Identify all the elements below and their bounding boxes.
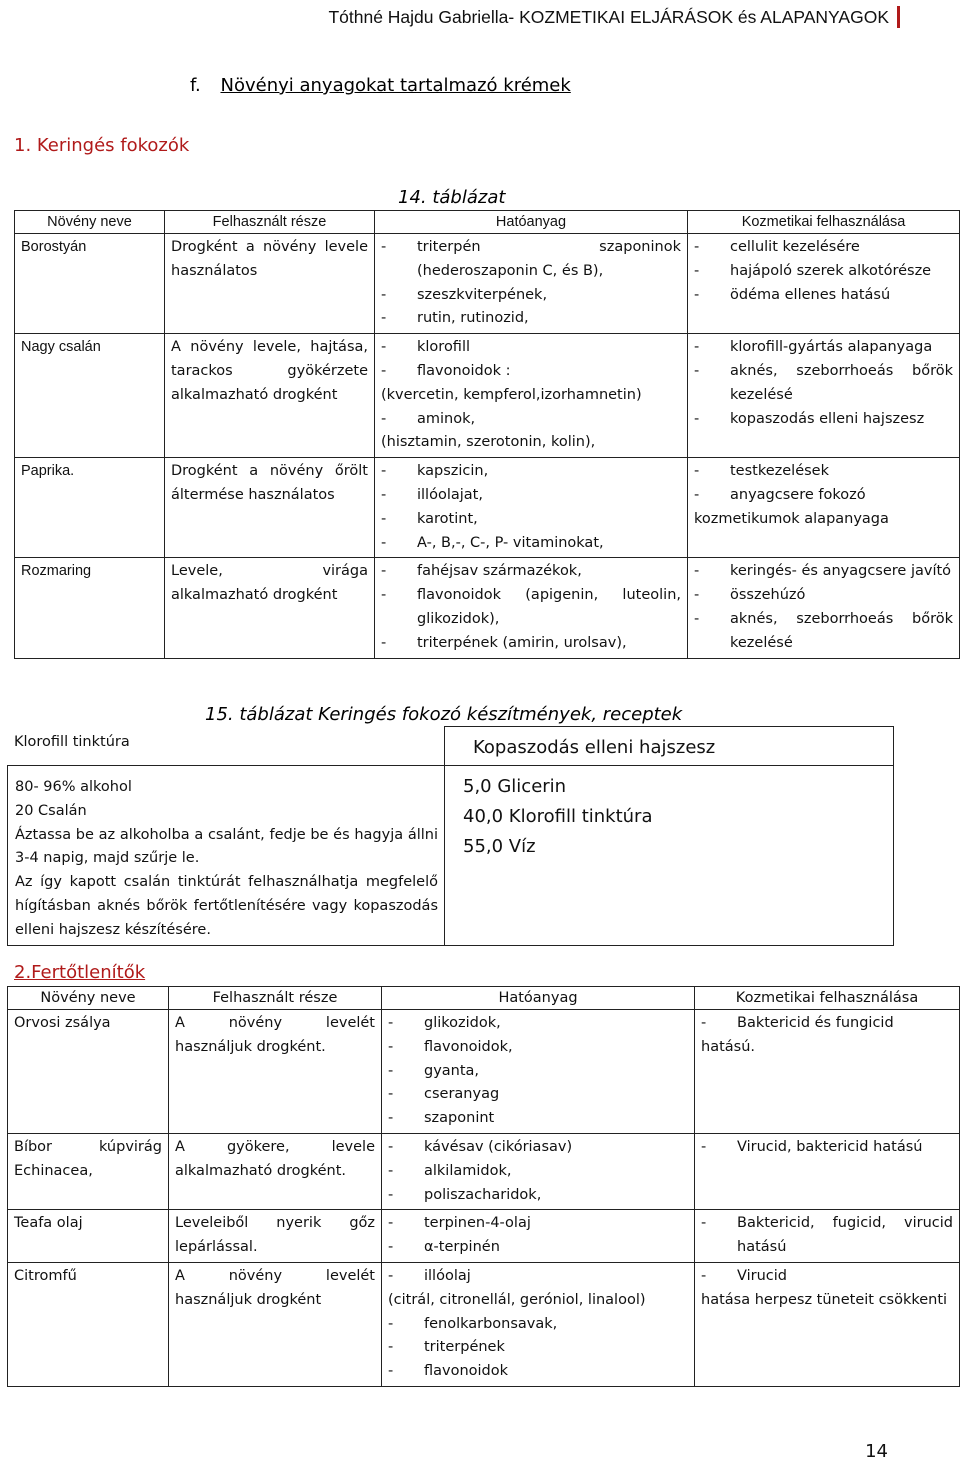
list-dash: - xyxy=(381,463,387,480)
item-text: szaponint xyxy=(424,1110,495,1127)
table15-caption: 15. táblázat Keringés fokozó készítmények, receptek xyxy=(205,704,683,725)
item-text: (hisztamin, szerotonin, kolin), xyxy=(381,434,596,451)
item-text: aminok, xyxy=(417,410,476,427)
ingredient-item xyxy=(388,1289,688,1313)
list-dash: - xyxy=(388,1267,394,1284)
recipe-right-title: Kopaszodás elleni hajszesz xyxy=(445,727,894,766)
list-dash: - xyxy=(381,534,387,551)
item-text: alkilamidok, xyxy=(424,1162,512,1179)
cosmetic-use xyxy=(695,1010,960,1134)
list-dash: - xyxy=(694,262,700,279)
list-dash: - xyxy=(388,1110,394,1127)
table14-caption: 14. táblázat xyxy=(398,187,506,208)
use-item xyxy=(694,508,953,532)
table14-header: Hatóanyag xyxy=(375,211,688,234)
recipe-right-line: 40,0 Klorofill tinktúra xyxy=(463,806,653,827)
table-15 xyxy=(7,726,894,946)
item-text: Virucid xyxy=(737,1267,787,1284)
recipe-left-title: Klorofill tinktúra xyxy=(14,734,130,750)
ingredient-item xyxy=(388,1083,688,1107)
section-f-letter: f. xyxy=(190,75,201,96)
ingredient-item xyxy=(381,360,681,384)
list-dash: - xyxy=(388,1015,394,1031)
recipe-right-line: 55,0 Víz xyxy=(463,836,536,857)
ingredient-item xyxy=(388,1212,688,1236)
plant-part: A növény levelét használjuk drogként. xyxy=(169,1010,382,1134)
page-header: Tóthné Hajdu Gabriella- KOZMETIKAI ELJÁRÁSOK és ALAPANYAGOK xyxy=(328,6,900,28)
ingredient-item xyxy=(381,632,681,656)
item-text: hajápoló szerek alkotórésze xyxy=(730,262,932,279)
use-item xyxy=(701,1136,953,1160)
plant-part: Leveleiből nyerik gőz lepárlással. xyxy=(169,1210,382,1263)
use-item xyxy=(701,1012,953,1036)
use-item xyxy=(701,1036,953,1060)
active-ingredients xyxy=(375,458,688,558)
plant-part: Drogként a növény őrölt áltermése használatos xyxy=(165,458,375,558)
table14-header: Felhasznált része xyxy=(165,211,375,234)
list-dash: - xyxy=(381,410,387,427)
active-ingredients xyxy=(375,334,688,458)
table-14 xyxy=(14,210,960,659)
plant-name: Orvosi zsálya xyxy=(8,1010,169,1134)
item-text: fenolkarbonsavak, xyxy=(424,1315,558,1332)
ingredient-item xyxy=(388,1012,688,1036)
item-text: testkezelések xyxy=(730,463,830,480)
item-text: hatása herpesz tüneteit csökkenti xyxy=(701,1291,948,1308)
active-ingredients xyxy=(382,1010,695,1134)
table-16 xyxy=(7,986,960,1387)
item-text: flavonoidok (apigenin, luteolin, glikozidok), xyxy=(417,587,681,627)
recipe-right-body xyxy=(445,766,894,946)
list-dash: - xyxy=(381,587,387,604)
list-dash: - xyxy=(694,610,700,627)
use-item xyxy=(694,360,953,408)
list-dash: - xyxy=(388,1239,394,1256)
item-text: illóolajat, xyxy=(417,486,483,503)
list-dash: - xyxy=(701,1215,707,1232)
list-dash: - xyxy=(694,587,700,604)
list-dash: - xyxy=(694,286,700,303)
section-f-heading xyxy=(190,74,571,98)
table16-header: Növény neve xyxy=(8,987,169,1010)
plant-part: A növény levelét használjuk drogként xyxy=(169,1262,382,1386)
item-text: anyagcsere fokozó xyxy=(730,486,866,503)
section-2-title: 2.Fertőtlenítők xyxy=(14,962,146,983)
use-item xyxy=(694,608,953,656)
table-row xyxy=(15,234,960,334)
list-dash: - xyxy=(388,1315,394,1332)
use-item xyxy=(694,408,953,432)
plant-name: Teafa olaj xyxy=(8,1210,169,1263)
list-dash: - xyxy=(388,1062,394,1079)
ingredient-item xyxy=(388,1236,688,1260)
list-dash: - xyxy=(694,486,700,503)
recipe-left-line: Áztassa be az alkoholba a csalánt, fedje be és hagyja állni 3-4 napig, majd szűrje le. xyxy=(15,826,438,867)
use-item xyxy=(694,460,953,484)
table-row xyxy=(8,1133,960,1209)
list-dash: - xyxy=(701,1015,707,1031)
plant-part: A növény levele, hajtása, tarackos gyökérzete alkalmazható drogként xyxy=(165,334,375,458)
list-dash: - xyxy=(388,1038,394,1055)
cosmetic-use xyxy=(695,1133,960,1209)
ingredient-item xyxy=(381,460,681,484)
ingredient-item xyxy=(388,1265,688,1289)
use-item xyxy=(694,336,953,360)
ingredient-item xyxy=(388,1336,688,1360)
list-dash: - xyxy=(388,1363,394,1380)
use-item xyxy=(694,584,953,608)
ingredient-item xyxy=(381,336,681,360)
list-dash: - xyxy=(381,486,387,503)
ingredient-item xyxy=(388,1313,688,1337)
use-item xyxy=(694,236,953,260)
table14-header-row xyxy=(15,211,960,234)
cosmetic-use xyxy=(688,558,960,658)
item-text: kávésav (cikóriasav) xyxy=(424,1138,573,1155)
item-text: triterpének xyxy=(424,1339,505,1356)
ingredient-item xyxy=(381,584,681,632)
plant-part: A gyökere, levele alkalmazható drogként. xyxy=(169,1133,382,1209)
item-text: (kvercetin, kempferol,izorhamnetin) xyxy=(381,386,642,403)
ingredient-item xyxy=(388,1360,688,1384)
item-text: szeszkviterpének, xyxy=(417,286,548,303)
ingredient-item xyxy=(388,1036,688,1060)
item-text: cellulit kezelésére xyxy=(730,239,860,255)
plant-name: Bíbor kúpvirág Echinacea, xyxy=(8,1133,169,1209)
section-1-title: 1. Keringés fokozók xyxy=(14,135,190,156)
item-text: aknés, szeborrhoeás bőrök kezelésé xyxy=(730,362,953,403)
item-text: hatású. xyxy=(701,1038,755,1055)
item-text: Virucid, baktericid hatású xyxy=(737,1138,923,1155)
page-number: 14 xyxy=(865,1441,888,1462)
active-ingredients xyxy=(382,1262,695,1386)
cosmetic-use xyxy=(688,234,960,334)
item-text: kapszicin, xyxy=(417,463,489,480)
table-row xyxy=(15,334,960,458)
item-text: klorofill-gyártás alapanyaga xyxy=(730,339,933,356)
item-text: flavonoidok : xyxy=(417,362,511,379)
cosmetic-use xyxy=(695,1210,960,1263)
item-text: klorofill xyxy=(417,339,471,356)
ingredient-item xyxy=(381,532,681,556)
item-text: glikozidok, xyxy=(424,1015,501,1031)
recipe-left-line: 80- 96% alkohol xyxy=(15,779,132,795)
list-dash: - xyxy=(694,339,700,356)
list-dash: - xyxy=(694,563,700,580)
item-text: fahéjsav származékok, xyxy=(417,563,582,580)
use-item xyxy=(701,1265,953,1289)
use-item xyxy=(694,560,953,584)
plant-name: Rozmaring xyxy=(15,558,165,658)
item-text: A-, B,-, C-, P- vitaminokat, xyxy=(417,534,604,551)
cosmetic-use xyxy=(695,1262,960,1386)
cosmetic-use xyxy=(688,458,960,558)
table-row xyxy=(15,558,960,658)
item-text: terpinen-4-olaj xyxy=(424,1215,531,1232)
plant-name: Paprika. xyxy=(15,458,165,558)
list-dash: - xyxy=(388,1186,394,1203)
ingredient-item xyxy=(381,307,681,331)
plant-part: Drogként a növény levele használatos xyxy=(165,234,375,334)
list-dash: - xyxy=(701,1267,707,1284)
list-dash: - xyxy=(694,410,700,427)
item-text: aknés, szeborrhoeás bőrök kezelésé xyxy=(730,610,953,651)
ingredient-item xyxy=(381,236,681,284)
item-text: gyanta, xyxy=(424,1062,480,1079)
ingredient-item xyxy=(388,1160,688,1184)
active-ingredients xyxy=(382,1133,695,1209)
table-row xyxy=(8,1210,960,1263)
table-row xyxy=(15,458,960,558)
item-text: illóolaj xyxy=(424,1267,471,1284)
plant-name: Borostyán xyxy=(15,234,165,334)
table-row xyxy=(8,1262,960,1386)
list-dash: - xyxy=(381,286,387,303)
use-item xyxy=(701,1289,953,1313)
active-ingredients xyxy=(382,1210,695,1263)
ingredient-item xyxy=(381,431,681,455)
ingredient-item xyxy=(381,408,681,432)
list-dash: - xyxy=(381,563,387,580)
ingredient-item xyxy=(381,484,681,508)
list-dash: - xyxy=(694,239,700,255)
list-dash: - xyxy=(694,362,700,379)
cosmetic-use xyxy=(688,334,960,458)
item-text: cseranyag xyxy=(424,1086,500,1103)
list-dash: - xyxy=(381,634,387,651)
ingredient-item xyxy=(381,384,681,408)
item-text: triterpének (amirin, urolsav), xyxy=(417,634,627,651)
use-item xyxy=(694,284,953,308)
recipe-right-line: 5,0 Glicerin xyxy=(463,776,567,797)
ingredient-item xyxy=(381,284,681,308)
item-text: karotint, xyxy=(417,510,478,527)
section-f-title: Növényi anyagokat tartalmazó krémek xyxy=(220,75,571,96)
item-text: flavonoidok, xyxy=(424,1038,513,1055)
list-dash: - xyxy=(381,339,387,356)
list-dash: - xyxy=(701,1138,707,1155)
item-text: kopaszodás elleni hajszesz xyxy=(730,410,925,427)
use-item xyxy=(701,1212,953,1260)
item-text: kozmetikumok alapanyaga xyxy=(694,510,889,527)
list-dash: - xyxy=(381,362,387,379)
ingredient-item xyxy=(388,1184,688,1208)
list-dash: - xyxy=(388,1138,394,1155)
table16-header: Felhasznált része xyxy=(169,987,382,1010)
item-text: keringés- és anyagcsere javító xyxy=(730,563,952,580)
list-dash: - xyxy=(381,510,387,527)
item-text: flavonoidok xyxy=(424,1363,509,1380)
item-text: (citrál, citronellál, geróniol, linalool) xyxy=(388,1291,646,1308)
plant-name: Citromfű xyxy=(8,1262,169,1386)
item-text: összehúzó xyxy=(730,587,806,604)
use-item xyxy=(694,260,953,284)
ingredient-item xyxy=(388,1136,688,1160)
table14-header: Növény neve xyxy=(15,211,165,234)
active-ingredients xyxy=(375,234,688,334)
recipe-left-line: Az így kapott csalán tinktúrát felhasználhatja megfelelő hígításban aknés bőrök fertőtlenítésére vagy kopaszodás elleni hajszesz készítésére. xyxy=(15,874,438,938)
plant-name: Nagy csalán xyxy=(15,334,165,458)
recipe-left-line: 20 Csalán xyxy=(15,802,87,819)
plant-part: Levele, virága alkalmazható drogként xyxy=(165,558,375,658)
ingredient-item xyxy=(381,560,681,584)
table-row xyxy=(8,1010,960,1134)
item-text: ödéma ellenes hatású xyxy=(730,286,891,303)
list-dash: - xyxy=(388,1086,394,1103)
table16-header: Hatóanyag xyxy=(382,987,695,1010)
table14-header: Kozmetikai felhasználása xyxy=(688,211,960,234)
active-ingredients xyxy=(375,558,688,658)
list-dash: - xyxy=(381,239,387,255)
table16-header-row xyxy=(8,987,960,1010)
list-dash: - xyxy=(388,1215,394,1232)
item-text: α-terpinén xyxy=(424,1239,500,1256)
list-dash: - xyxy=(388,1162,394,1179)
item-text: Baktericid, fugicid, virucid hatású xyxy=(737,1215,953,1256)
ingredient-item xyxy=(381,508,681,532)
item-text: rutin, rutinozid, xyxy=(417,310,529,327)
table16-header: Kozmetikai felhasználása xyxy=(695,987,960,1010)
item-text: triterpén szaponinok (hederoszaponin C, és B), xyxy=(417,239,681,279)
ingredient-item xyxy=(388,1107,688,1131)
list-dash: - xyxy=(381,310,387,327)
list-dash: - xyxy=(388,1339,394,1356)
item-text: poliszacharidok, xyxy=(424,1186,542,1203)
item-text: Baktericid és fungicid xyxy=(737,1015,894,1031)
recipe-left-body xyxy=(8,766,445,946)
list-dash: - xyxy=(694,463,700,480)
ingredient-item xyxy=(388,1060,688,1084)
use-item xyxy=(694,484,953,508)
